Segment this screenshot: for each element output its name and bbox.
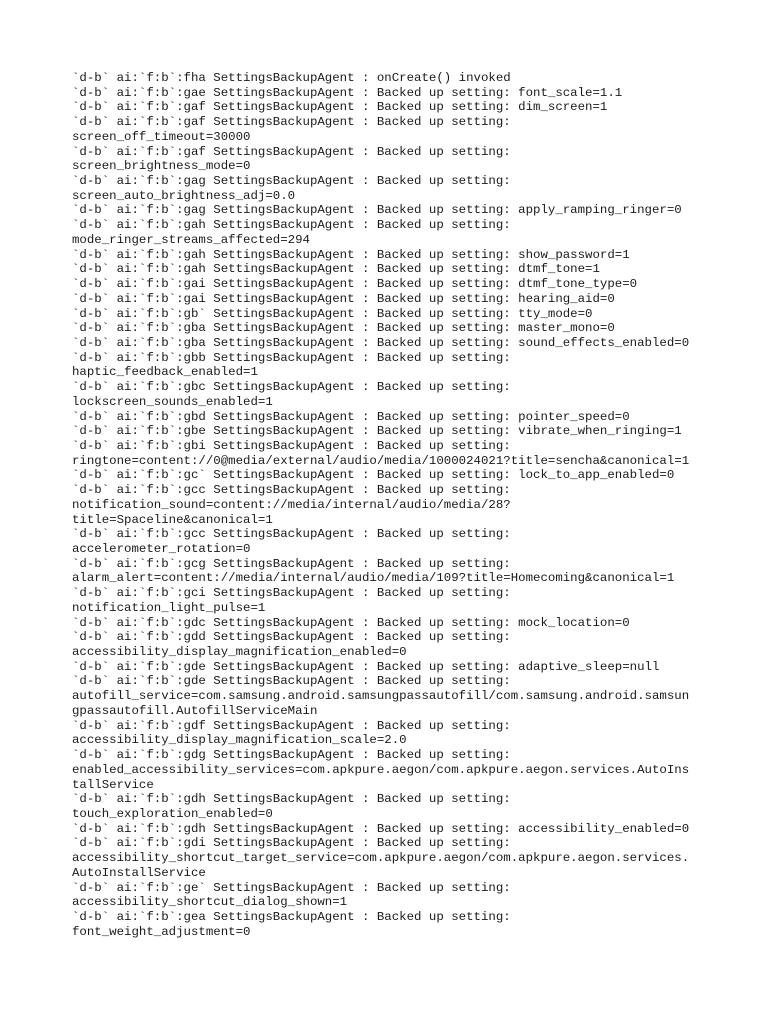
log-line: `d-b` ai:`f:b`:gbb SettingsBackupAgent : Backed up setting: (72, 350, 511, 365)
log-line: `d-b` ai:`f:b`:gaf SettingsBackupAgent : Backed up setting: (72, 115, 511, 130)
log-line: accessibility_shortcut_target_service=com.apkpure.aegon/com.apkpure.aegon.services. (72, 851, 690, 866)
log-line: `d-b` ai:`f:b`:gdh SettingsBackupAgent : Backed up setting: (72, 792, 511, 807)
log-line: `d-b` ai:`f:b`:gdd SettingsBackupAgent : Backed up setting: (72, 630, 511, 645)
log-text-block (72, 71, 712, 939)
log-line: `d-b` ai:`f:b`:gc` SettingsBackupAgent : Backed up setting: lock_to_app_enabled=0 (72, 468, 675, 483)
log-line: `d-b` ai:`f:b`:gag SettingsBackupAgent : Backed up setting: apply_ramping_ringer=0 (72, 203, 682, 218)
log-line: tallService (72, 777, 154, 792)
log-line: `d-b` ai:`f:b`:gea SettingsBackupAgent : Backed up setting: (72, 909, 511, 924)
log-line: `d-b` ai:`f:b`:gdc SettingsBackupAgent : Backed up setting: mock_location=0 (72, 615, 630, 630)
log-line: `d-b` ai:`f:b`:gai SettingsBackupAgent : Backed up setting: dtmf_tone_type=0 (72, 277, 638, 292)
log-line: accessibility_shortcut_dialog_shown=1 (72, 895, 348, 910)
log-line: `d-b` ai:`f:b`:gba SettingsBackupAgent : Backed up setting: sound_effects_enabled=0 (72, 335, 690, 350)
log-line: enabled_accessibility_services=com.apkpure.aegon/com.apkpure.aegon.services.AutoIns (72, 762, 690, 777)
log-line: `d-b` ai:`f:b`:gdg SettingsBackupAgent : Backed up setting: (72, 748, 511, 763)
log-line: touch_exploration_enabled=0 (72, 806, 273, 821)
log-line: screen_off_timeout=30000 (72, 129, 251, 144)
log-line: accelerometer_rotation=0 (72, 542, 251, 556)
log-line: accessibility_display_magnification_scale=2.0 (72, 733, 407, 748)
log-line: `d-b` ai:`f:b`:gbe SettingsBackupAgent : Backed up setting: vibrate_when_ringing=1 (72, 424, 682, 439)
log-line: haptic_feedback_enabled=1 (72, 365, 258, 380)
log-line: `d-b` ai:`f:b`:gaf SettingsBackupAgent : Backed up setting: (72, 144, 511, 159)
log-line: alarm_alert=content://media/internal/audio/media/109?title=Homecoming&canonical=1 (72, 571, 675, 586)
log-line: title=Spaceline&canonical=1 (72, 512, 273, 527)
log-line: `d-b` ai:`f:b`:gah SettingsBackupAgent : Backed up setting: dtmf_tone=1 (72, 262, 600, 277)
log-line: `d-b` ai:`f:b`:gag SettingsBackupAgent : Backed up setting: (72, 174, 511, 189)
log-line: `d-b` ai:`f:b`:gbd SettingsBackupAgent : Backed up setting: pointer_speed=0 (72, 409, 630, 424)
log-line: `d-b` ai:`f:b`:gah SettingsBackupAgent : Backed up setting: show_password=1 (72, 247, 630, 262)
log-line: `d-b` ai:`f:b`:gci SettingsBackupAgent : Backed up setting: (72, 586, 511, 601)
log-line: `d-b` ai:`f:b`:gdi SettingsBackupAgent : Backed up setting: (72, 836, 511, 851)
log-line: gpassautofill.AutofillServiceMain (72, 703, 318, 718)
log-line: `d-b` ai:`f:b`:gae SettingsBackupAgent : Backed up setting: font_scale=1.1 (72, 85, 623, 100)
log-line: autofill_service=com.samsung.android.samsungpassautofill/com.samsung.android.samsun (72, 689, 690, 704)
log-line: `d-b` ai:`f:b`:gaf SettingsBackupAgent : Backed up setting: dim_screen=1 (72, 100, 608, 115)
log-line: `d-b` ai:`f:b`:gdh SettingsBackupAgent : Backed up setting: accessibility_enabled=0 (72, 821, 690, 836)
log-line: `d-b` ai:`f:b`:gba SettingsBackupAgent : Backed up setting: master_mono=0 (72, 321, 615, 336)
log-line: `d-b` ai:`f:b`:gbc SettingsBackupAgent : Backed up setting: (72, 380, 511, 395)
log-line: accessibility_display_magnification_enabled=0 (72, 645, 407, 660)
log-line: mode_ringer_streams_affected=294 (72, 232, 310, 247)
log-line: `d-b` ai:`f:b`:gb` SettingsBackupAgent : Backed up setting: tty_mode=0 (72, 306, 593, 321)
log-line: `d-b` ai:`f:b`:gde SettingsBackupAgent : Backed up setting: adaptive_sleep=null (72, 659, 660, 674)
log-line: screen_auto_brightness_adj=0.0 (72, 188, 296, 203)
log-line: `d-b` ai:`f:b`:ge` SettingsBackupAgent : Backed up setting: (72, 880, 511, 895)
log-line: `d-b` ai:`f:b`:fha SettingsBackupAgent : onCreate() invoked (72, 71, 511, 85)
log-line: notification_light_pulse=1 (72, 600, 266, 615)
log-line: screen_brightness_mode=0 (72, 159, 251, 174)
log-line: `d-b` ai:`f:b`:gdf SettingsBackupAgent : Backed up setting: (72, 718, 511, 733)
log-line: `d-b` ai:`f:b`:gai SettingsBackupAgent : Backed up setting: hearing_aid=0 (72, 291, 615, 306)
log-line: lockscreen_sounds_enabled=1 (72, 394, 273, 409)
log-line: ringtone=content://0@media/external/audio/media/1000024021?title=sencha&canonical=1 (72, 453, 690, 468)
log-line: `d-b` ai:`f:b`:gbi SettingsBackupAgent : Backed up setting: (72, 438, 511, 453)
log-line: `d-b` ai:`f:b`:gcc SettingsBackupAgent : Backed up setting: (72, 527, 511, 542)
log-line: `d-b` ai:`f:b`:gcg SettingsBackupAgent : Backed up setting: (72, 556, 511, 571)
log-line: font_weight_adjustment=0 (72, 924, 251, 939)
log-line: `d-b` ai:`f:b`:gcc SettingsBackupAgent : Backed up setting: (72, 483, 511, 498)
log-line: `d-b` ai:`f:b`:gah SettingsBackupAgent : Backed up setting: (72, 218, 511, 233)
log-line: `d-b` ai:`f:b`:gde SettingsBackupAgent : Backed up setting: (72, 674, 511, 689)
log-line: AutoInstallService (72, 865, 206, 880)
log-line: notification_sound=content://media/internal/audio/media/28? (72, 497, 511, 512)
